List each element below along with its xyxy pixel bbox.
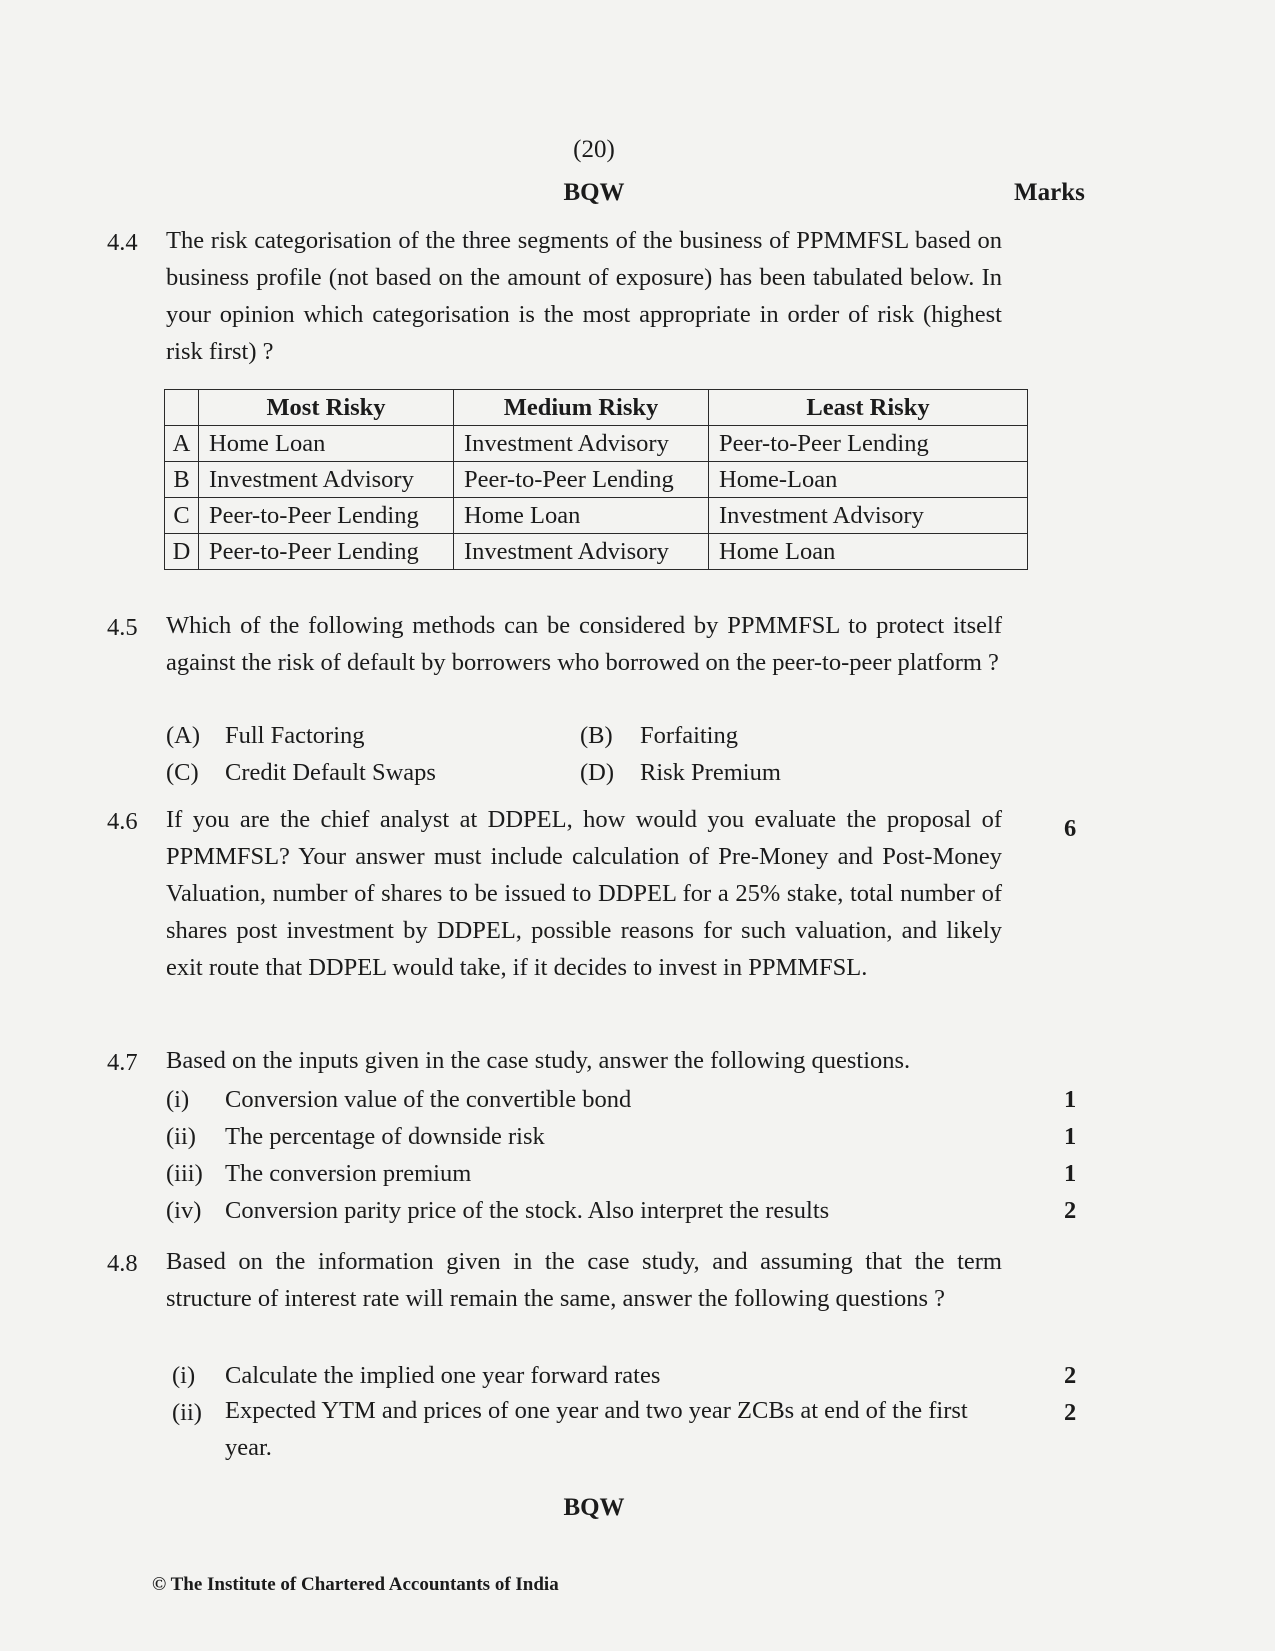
option-text-d: Risk Premium	[640, 759, 781, 786]
subquestion-text: The conversion premium	[225, 1160, 472, 1187]
subquestion-text: Calculate the implied one year forward rates	[225, 1362, 661, 1389]
subquestion-marks: 1	[1064, 1160, 1077, 1187]
table-cell: B	[165, 462, 199, 498]
table-row	[165, 426, 1028, 462]
table-header-cell: Most Risky	[199, 390, 454, 426]
subquestion-label: (iv)	[166, 1197, 202, 1224]
table-cell: Peer-to-Peer Lending	[709, 426, 1028, 462]
paper-code-header: BQW	[563, 179, 625, 206]
risk-categorisation-table	[164, 389, 1028, 570]
question-text-4-4: The risk categorisation of the three segments of the business of PPMMFSL based on business profile (not based on the amount of exposure) has been tabulated below. In your opinion which categorisation is the most appropriate in order of risk (highest risk first) ?	[166, 227, 1002, 365]
question-number-4-7: 4.7	[107, 1049, 138, 1076]
subquestion-marks: 2	[1064, 1399, 1077, 1426]
question-text-4-6: If you are the chief analyst at DDPEL, how would you evaluate the proposal of PPMMFSL? Your answer must include calculation of Pre-Money and Post-Money Valuation, number of shares to be issued to DDPEL for a 25% stake, total number of shares post investment by DDPEL, possible reasons for such valuation, and likely exit route that DDPEL would take, if it decides to invest in PPMMFSL.	[166, 806, 1002, 981]
option-text-b: Forfaiting	[640, 722, 738, 749]
subquestion-label: (i)	[166, 1086, 190, 1113]
table-cell: Peer-to-Peer Lending	[454, 462, 709, 498]
paper-code-footer: BQW	[563, 1494, 625, 1521]
table-row	[165, 462, 1028, 498]
question-text-4-7: Based on the inputs given in the case study, answer the following questions.	[166, 1047, 911, 1074]
question-number-4-6: 4.6	[107, 808, 138, 835]
question-text-4-8: Based on the information given in the case study, and assuming that the term structure of interest rate will remain the same, answer the following questions ?	[166, 1248, 1002, 1312]
table-cell: Investment Advisory	[454, 534, 709, 570]
subquestion-text: The percentage of downside risk	[225, 1123, 545, 1150]
page-number: (20)	[573, 136, 615, 163]
option-label-b: (B)	[580, 722, 613, 749]
subquestion-label: (iii)	[166, 1160, 203, 1187]
option-text-a: Full Factoring	[225, 722, 365, 749]
table-row	[165, 498, 1028, 534]
option-text-c: Credit Default Swaps	[225, 759, 436, 786]
table-cell: Investment Advisory	[199, 462, 454, 498]
table-cell: Home Loan	[199, 426, 454, 462]
subquestion-marks: 2	[1064, 1197, 1077, 1224]
subquestion-label: (ii)	[172, 1399, 202, 1426]
table-header-cell: Least Risky	[709, 390, 1028, 426]
table-row	[165, 534, 1028, 570]
subquestion-label: (ii)	[166, 1123, 196, 1150]
table-header-row	[165, 390, 1028, 426]
table-cell: Investment Advisory	[709, 498, 1028, 534]
subquestion-text: Conversion parity price of the stock. Also interpret the results	[225, 1197, 830, 1224]
table-header-cell	[165, 390, 199, 426]
option-label-c: (C)	[166, 759, 199, 786]
question-number-4-5: 4.5	[107, 614, 138, 641]
subquestion-marks: 1	[1064, 1086, 1077, 1113]
question-text-4-5: Which of the following methods can be considered by PPMMFSL to protect itself against the risk of default by borrowers who borrowed on the peer-to-peer platform ?	[166, 612, 1002, 676]
table-cell: Home Loan	[454, 498, 709, 534]
table-cell: Investment Advisory	[454, 426, 709, 462]
table-cell: A	[165, 426, 199, 462]
option-label-a: (A)	[166, 722, 201, 749]
marks-4-6: 6	[1064, 815, 1077, 842]
table-cell: C	[165, 498, 199, 534]
copyright-notice: © The Institute of Chartered Accountants of India	[152, 1574, 559, 1595]
marks-column-heading: Marks	[1014, 179, 1085, 206]
table-cell: Home Loan	[709, 534, 1028, 570]
subquestion-label: (i)	[172, 1362, 196, 1389]
question-number-4-8: 4.8	[107, 1250, 138, 1277]
table-cell: D	[165, 534, 199, 570]
subquestion-marks: 1	[1064, 1123, 1077, 1150]
table-header-cell: Medium Risky	[454, 390, 709, 426]
subquestion-marks: 2	[1064, 1362, 1077, 1389]
option-label-d: (D)	[580, 759, 615, 786]
subquestion-text: Expected YTM and prices of one year and two year ZCBs at end of the first year.	[225, 1397, 968, 1461]
table-cell: Peer-to-Peer Lending	[199, 498, 454, 534]
table-cell: Home-Loan	[709, 462, 1028, 498]
question-number-4-4: 4.4	[107, 229, 138, 256]
table-cell: Peer-to-Peer Lending	[199, 534, 454, 570]
subquestion-text: Conversion value of the convertible bond	[225, 1086, 632, 1113]
